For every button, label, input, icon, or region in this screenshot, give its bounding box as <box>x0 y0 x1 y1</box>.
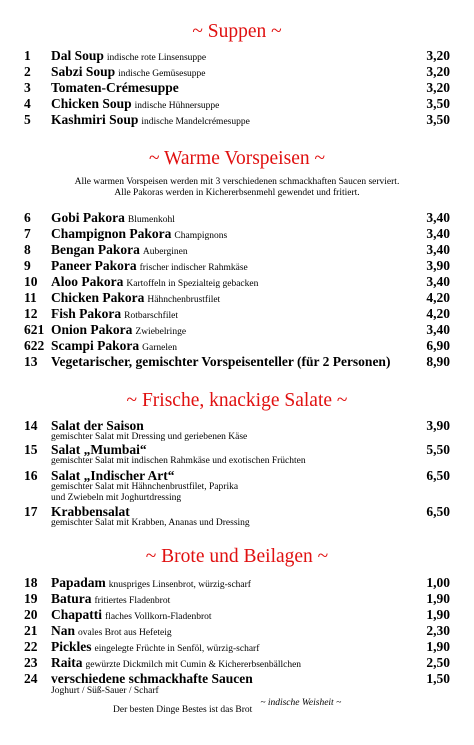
item-price: 6,50 <box>426 504 450 519</box>
item-number: 13 <box>24 354 38 369</box>
menu-item <box>0 354 474 370</box>
item-price: 3,40 <box>426 322 450 337</box>
section-intro: Alle warmen Vorspeisen werden mit 3 verschiedenen schmackhaften Saucen serviert. <box>74 177 400 187</box>
item-name: Chicken Pakora <box>51 290 145 305</box>
item-number: 9 <box>24 258 31 273</box>
item-description: Rotbarschfilet <box>124 311 178 321</box>
menu-item <box>0 226 474 242</box>
menu-item <box>0 64 474 80</box>
item-price: 4,20 <box>426 306 450 321</box>
item-description: indische Mandelcrémesuppe <box>141 117 250 127</box>
item-name: Batura <box>51 591 92 606</box>
item-description: frischer indischer Rahmkäse <box>139 263 248 273</box>
item-name: Aloo Pakora <box>51 274 124 289</box>
menu-item <box>0 671 474 687</box>
item-number: 10 <box>24 274 38 289</box>
item-number: 21 <box>24 623 38 638</box>
item-description: Kartoffeln in Spezialteig gebacken <box>126 279 259 289</box>
item-name: Paneer Pakora <box>51 258 137 273</box>
section-title-vorspeisen: ~ Warme Vorspeisen ~ <box>148 148 326 169</box>
item-number: 17 <box>24 504 38 519</box>
menu-item <box>0 591 474 607</box>
item-price: 4,20 <box>426 290 450 305</box>
item-price: 1,90 <box>426 607 450 622</box>
item-name: Fish Pakora <box>51 306 122 321</box>
item-price: 3,20 <box>426 80 450 95</box>
item-name: Tomaten-Crémesuppe <box>51 80 179 95</box>
item-name: Nan <box>51 623 76 638</box>
item-name: Onion Pakora <box>51 322 133 337</box>
menu-item <box>0 96 474 112</box>
item-number: 5 <box>24 112 31 127</box>
item-number: 6 <box>24 210 31 225</box>
menu-item <box>0 48 474 64</box>
menu-item <box>0 338 474 354</box>
item-number: 622 <box>24 338 45 353</box>
menu-item <box>0 306 474 322</box>
item-number: 12 <box>24 306 38 321</box>
item-name: Scampi Pakora <box>51 338 140 353</box>
item-description: Blumenkohl <box>127 215 175 225</box>
section-title-suppen: ~ Suppen ~ <box>192 21 282 42</box>
menu-item <box>0 623 474 639</box>
section-intro: Alle Pakoras werden in Kichererbsenmehl gewendet und fritiert. <box>114 188 360 198</box>
item-price: 8,90 <box>426 354 450 369</box>
menu-item <box>0 655 474 671</box>
item-description: Hähnchenbrustfilet <box>147 295 221 305</box>
item-name: Chapatti <box>51 607 103 622</box>
item-price: 6,50 <box>426 468 450 483</box>
item-subdescription: gemischter Salat mit Krabben, Ananas und Dressing <box>51 518 250 528</box>
footer-text: Der besten Dinge Bestes ist das Brot <box>113 705 253 715</box>
menu-item <box>0 639 474 655</box>
menu-item <box>0 210 474 226</box>
item-number: 18 <box>24 575 38 590</box>
item-number: 4 <box>24 96 31 111</box>
item-subdescription: Joghurt / Süß-Sauer / Scharf <box>51 686 159 696</box>
section-title-salate: ~ Frische, knackige Salate ~ <box>126 390 348 411</box>
item-price: 3,90 <box>426 418 450 433</box>
item-number: 11 <box>24 290 37 305</box>
item-number: 22 <box>24 639 38 654</box>
item-number: 15 <box>24 442 38 457</box>
item-price: 3,40 <box>426 210 450 225</box>
item-description: Garnelen <box>142 343 177 353</box>
section-title-brote: ~ Brote und Beilagen ~ <box>145 546 329 567</box>
item-name: verschiedene schmackhafte Saucen <box>51 671 253 686</box>
item-price: 3,90 <box>426 258 450 273</box>
item-number: 24 <box>24 671 38 686</box>
item-price: 1,50 <box>426 671 450 686</box>
item-price: 3,50 <box>426 112 450 127</box>
item-price: 3,50 <box>426 96 450 111</box>
item-description: knuspriges Linsenbrot, würzig-scharf <box>108 580 251 590</box>
item-description: Zwiebelringe <box>135 327 187 337</box>
item-subdescription: und Zwiebeln mit Joghurtdressing <box>51 493 182 503</box>
item-subdescription: gemischter Salat mit Hähnchenbrustfilet, Paprika <box>51 482 239 492</box>
menu-item <box>0 274 474 290</box>
item-name: Bengan Pakora <box>51 242 140 257</box>
item-name: Salat der Saison <box>51 418 144 433</box>
item-price: 2,30 <box>426 623 450 638</box>
menu-item <box>0 112 474 128</box>
item-description: Champignons <box>174 231 228 241</box>
item-name: Gobi Pakora <box>51 210 125 225</box>
footer-quote <box>113 698 342 716</box>
item-name: Papadam <box>51 575 106 590</box>
footer-motto: ~ indische Weisheit ~ <box>260 698 342 708</box>
item-description: indische Hühnersuppe <box>134 101 220 111</box>
item-price: 3,40 <box>426 242 450 257</box>
item-name: Salat „Indischer Art“ <box>51 468 175 483</box>
item-number: 2 <box>24 64 31 79</box>
item-description: indische rote Linsensuppe <box>106 53 207 63</box>
menu-item <box>0 80 474 96</box>
item-price: 1,90 <box>426 591 450 606</box>
item-name: Kashmiri Soup <box>51 112 139 127</box>
item-name: Pickles <box>51 639 92 654</box>
item-name: Salat „Mumbai“ <box>51 442 147 457</box>
item-name: Sabzi Soup <box>51 64 116 79</box>
item-number: 7 <box>24 226 31 241</box>
item-price: 3,40 <box>426 226 450 241</box>
item-description: flaches Vollkorn-Fladenbrot <box>105 612 212 622</box>
item-number: 621 <box>24 322 45 337</box>
item-price: 3,40 <box>426 274 450 289</box>
item-price: 1,90 <box>426 639 450 654</box>
menu-item <box>0 607 474 623</box>
item-name: Chicken Soup <box>51 96 132 111</box>
menu-item <box>0 242 474 258</box>
menu-item <box>0 290 474 306</box>
item-name: Vegetarischer, gemischter Vorspeisenteller (für 2 Personen) <box>51 354 391 369</box>
item-name: Champignon Pakora <box>51 226 172 241</box>
item-number: 8 <box>24 242 31 257</box>
item-description: indische Gemüsesuppe <box>118 69 206 79</box>
item-number: 23 <box>24 655 38 670</box>
item-number: 14 <box>24 418 38 433</box>
item-number: 19 <box>24 591 38 606</box>
item-description: Auberginen <box>142 247 188 257</box>
item-price: 6,90 <box>426 338 450 353</box>
item-number: 1 <box>24 48 31 63</box>
item-name: Raita <box>51 655 83 670</box>
menu-item <box>0 322 474 338</box>
item-description: gewürzte Dickmilch mit Cumin & Kichererbsenbällchen <box>85 660 302 670</box>
item-subdescription: gemischter Salat mit indischen Rahmkäse und exotischen Früchten <box>51 456 306 466</box>
item-price: 3,20 <box>426 64 450 79</box>
item-price: 5,50 <box>426 442 450 457</box>
item-price: 2,50 <box>426 655 450 670</box>
menu-item <box>0 258 474 274</box>
item-description: fritiertes Fladenbrot <box>94 596 171 606</box>
item-subdescription: gemischter Salat mit Dressing und geriebenen Käse <box>51 432 248 442</box>
item-price: 3,20 <box>426 48 450 63</box>
item-number: 16 <box>24 468 38 483</box>
item-price: 1,00 <box>426 575 450 590</box>
item-description: eingelegte Früchte in Senföl, würzig-scharf <box>94 644 260 654</box>
item-name: Dal Soup <box>51 48 104 63</box>
item-number: 3 <box>24 80 31 95</box>
item-description: ovales Brot aus Hefeteig <box>78 628 172 638</box>
menu-item <box>0 575 474 591</box>
item-number: 20 <box>24 607 38 622</box>
item-name: Krabbensalat <box>51 504 130 519</box>
